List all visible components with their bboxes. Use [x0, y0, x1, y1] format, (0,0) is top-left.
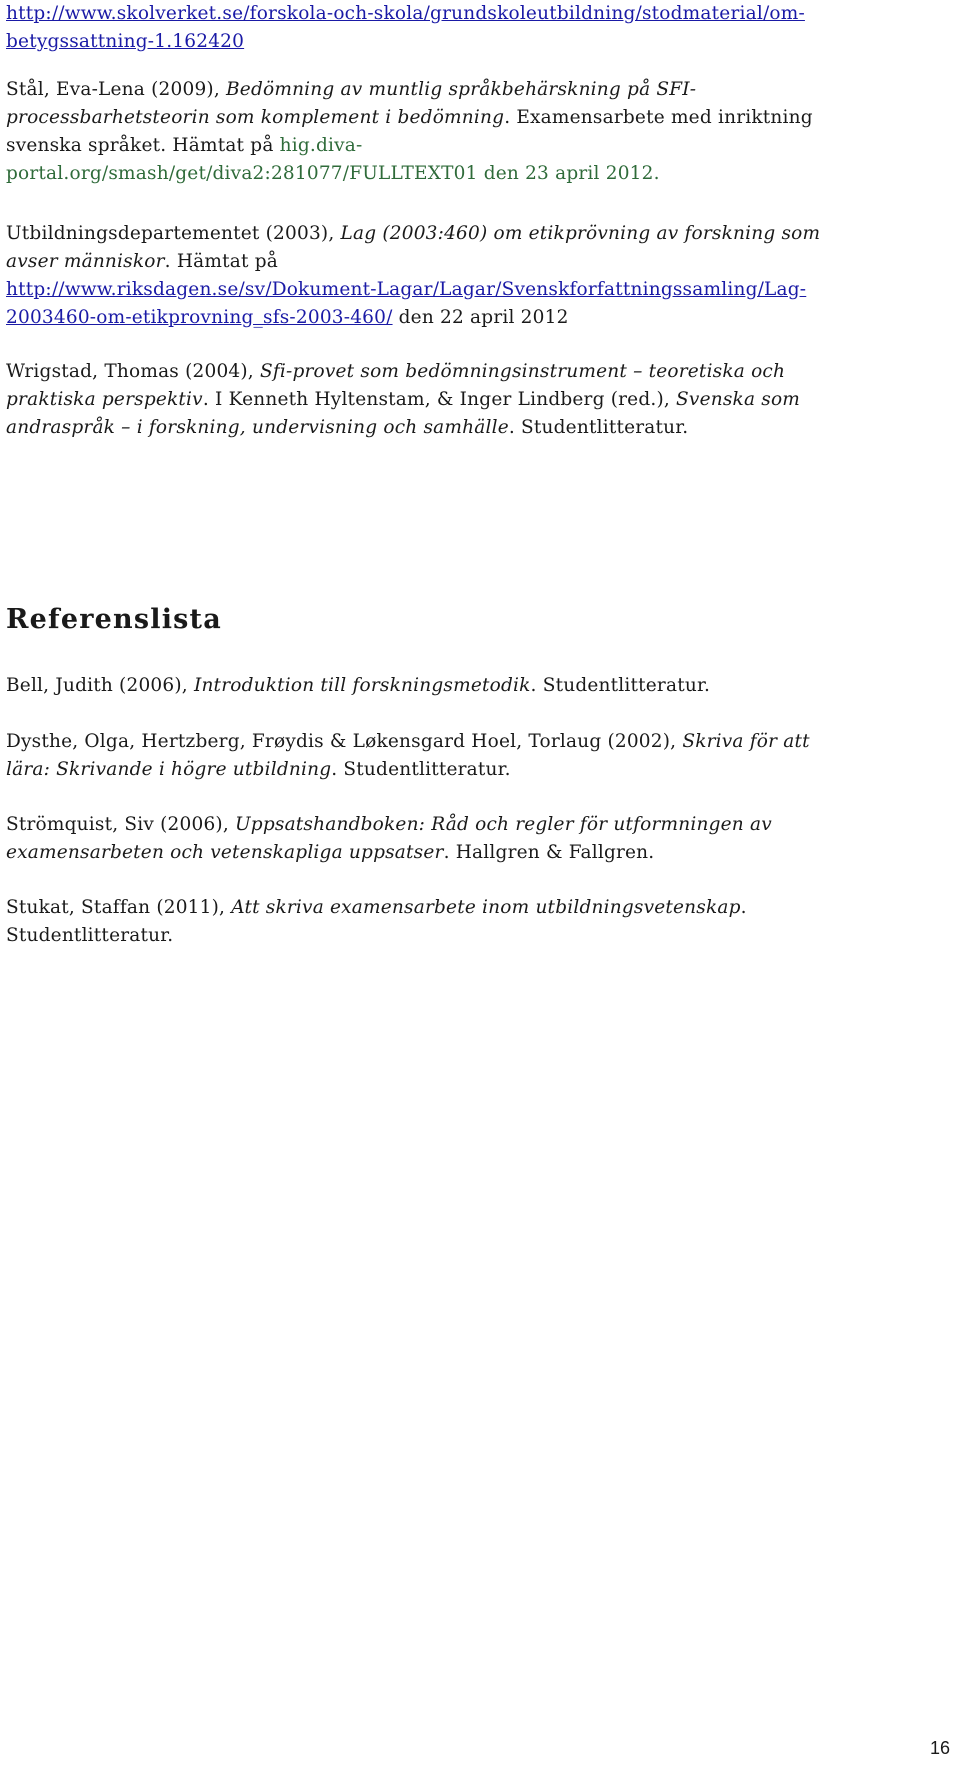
stal-link-part1[interactable]: hig.diva-	[279, 135, 363, 156]
riksdagen-link[interactable]: http://www.riksdagen.se/sv/Dokument-Lagar/Lagar/Svenskforfattningssamling/Lag-	[6, 279, 807, 300]
wrigstad-publisher: . Studentlitteratur.	[508, 417, 689, 438]
reference-dysthe	[6, 728, 946, 784]
stromquist-title-cont: examensarbeten och vetenskapliga uppsatser	[6, 842, 444, 863]
utb-after-title: . Hämtat på	[164, 251, 278, 272]
stromquist-publisher: . Hallgren & Fallgren.	[443, 842, 655, 863]
stal-link-part2[interactable]: portal.org/smash/get/diva2:281077/FULLTEXT01	[6, 163, 478, 184]
wrigstad-author: Wrigstad, Thomas (2004),	[6, 361, 260, 382]
wrigstad-title: Sfi-provet som bedömningsinstrument – teoretiska och	[259, 361, 786, 382]
utb-date: den 22 april 2012	[392, 307, 569, 328]
reference-wrigstad	[6, 358, 946, 442]
bell-title: Introduktion till forskningsmetodik	[193, 675, 531, 696]
skolverket-link-cont[interactable]: betygssattning-1.162420	[6, 31, 245, 52]
bell-publisher: . Studentlitteratur.	[530, 675, 711, 696]
stromquist-title: Uppsatshandboken: Råd och regler för utformningen av	[235, 814, 772, 835]
section-heading: Referenslista	[6, 604, 222, 635]
skolverket-link[interactable]: http://www.skolverket.se/forskola-och-skola/grundskoleutbildning/stodmaterial/om-	[6, 3, 805, 24]
stukat-publisher: Studentlitteratur.	[6, 925, 174, 946]
dysthe-author: Dysthe, Olga, Hertzberg, Frøydis & Løkensgard Hoel, Torlaug (2002),	[6, 731, 683, 752]
reference-stromquist	[6, 811, 946, 867]
reference-skolverket	[6, 0, 946, 56]
utb-author: Utbildningsdepartementet (2003),	[6, 223, 341, 244]
dysthe-publisher: . Studentlitteratur.	[331, 759, 511, 780]
stromquist-author: Strömquist, Siv (2006),	[6, 814, 235, 835]
stal-author: Stål, Eva-Lena (2009),	[6, 79, 226, 100]
riksdagen-link-cont[interactable]: 2003460-om-etikprovning_sfs-2003-460/	[6, 307, 393, 328]
reference-utbildningsdepartementet	[6, 220, 946, 332]
reference-stukat	[6, 894, 946, 950]
page-number: 16	[929, 1738, 950, 1758]
stukat-after: .	[740, 897, 747, 918]
utb-title-cont: avser människor	[6, 251, 165, 272]
stukat-author: Stukat, Staffan (2011),	[6, 897, 232, 918]
stal-date: den 23 april 2012.	[483, 163, 660, 184]
bell-author: Bell, Judith (2006),	[6, 675, 194, 696]
utb-title: Lag (2003:460) om etikprövning av forskning som	[340, 223, 821, 244]
wrigstad-book-cont: andraspråk – i forskning, undervisning och samhälle	[6, 417, 509, 438]
wrigstad-book: Svenska som	[676, 389, 801, 410]
dysthe-title-cont: lära: Skrivande i högre utbildning	[6, 759, 332, 780]
stal-title: Bedömning av muntlig språkbehärskning på SFI-	[226, 79, 697, 100]
wrigstad-title-cont: praktiska perspektiv	[6, 389, 203, 410]
reference-stal	[6, 76, 946, 188]
stukat-title: Att skriva examensarbete inom utbildningsvetenskap	[231, 897, 741, 918]
stal-title-cont: processbarhetsteorin som komplement i bedömning	[6, 107, 505, 128]
dysthe-title: Skriva för att	[682, 731, 810, 752]
stal-after-title: . Examensarbete med inriktning	[504, 107, 813, 128]
wrigstad-mid: . I Kenneth Hyltenstam, & Inger Lindberg (red.),	[202, 389, 677, 410]
stal-line3: svenska språket. Hämtat på	[6, 135, 280, 156]
reference-bell	[6, 672, 946, 700]
